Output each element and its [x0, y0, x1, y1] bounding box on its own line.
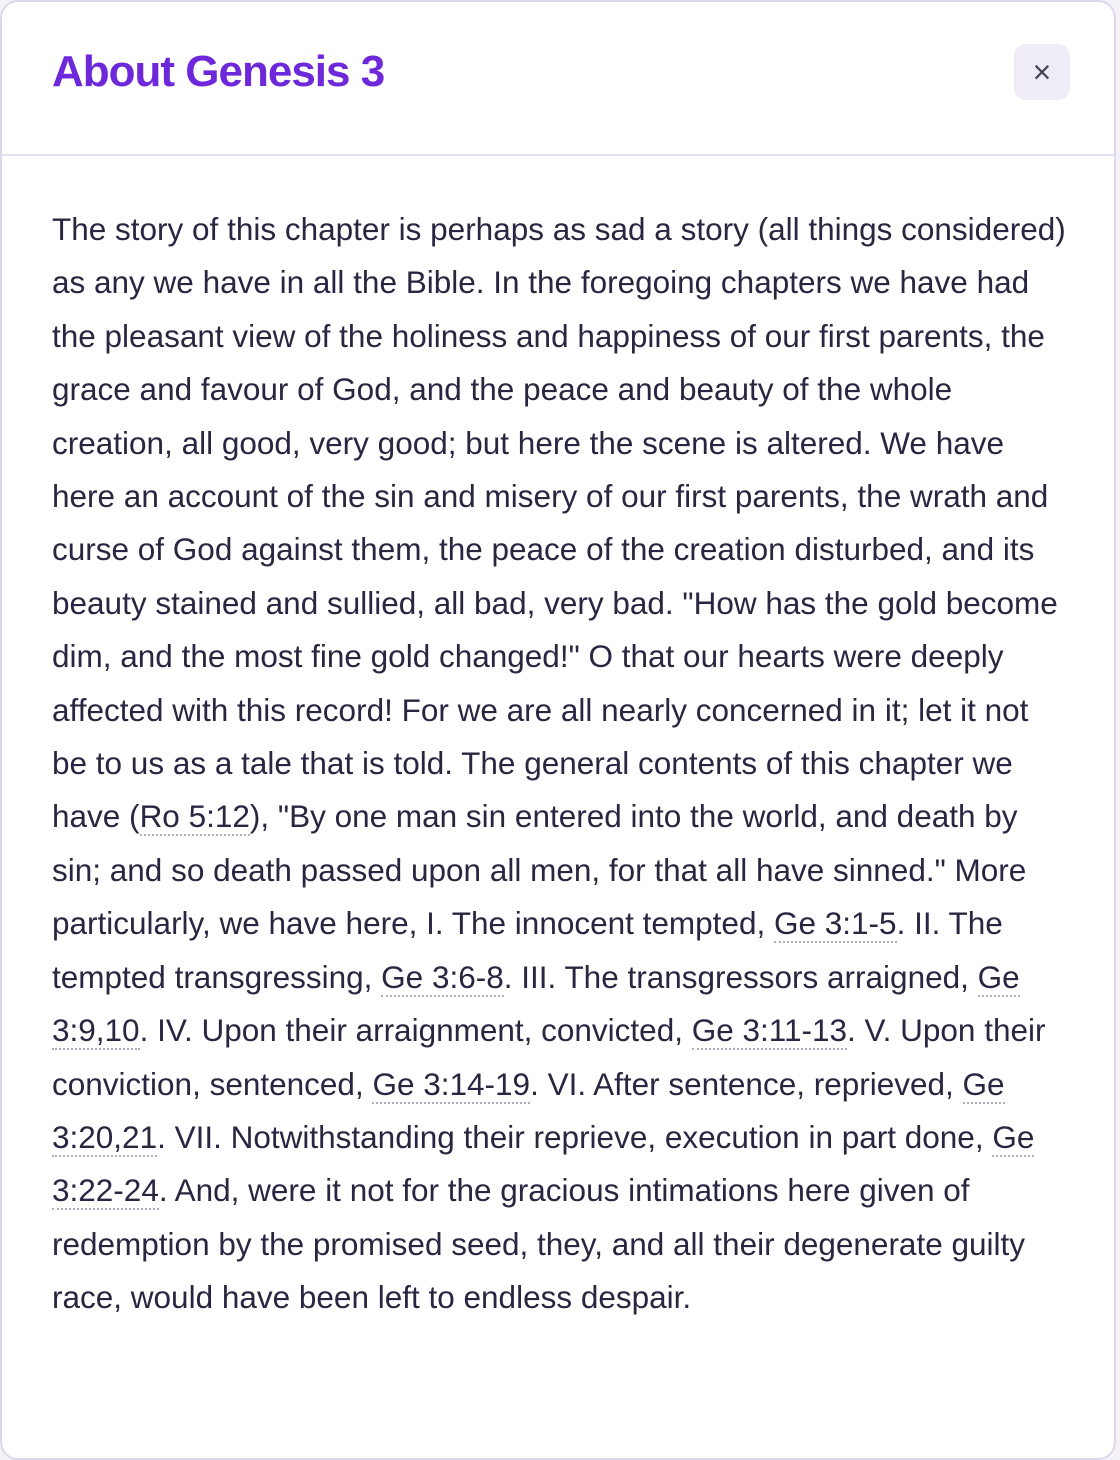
summary-text: . VI. After sentence, reprieved, [530, 1065, 963, 1102]
summary-text: . V. Upon their conviction, sentenced, [52, 1012, 1046, 1102]
scripture-reference-link[interactable]: Ge 3:9,10 [52, 958, 1020, 1049]
dialog-title: About Genesis 3 [52, 47, 385, 96]
dialog-body [2, 156, 1114, 1325]
close-icon: × [1032, 54, 1052, 90]
dialog-header [2, 2, 1114, 156]
scripture-reference-link[interactable]: Ge 3:14-19 [372, 1065, 531, 1102]
scripture-reference-link[interactable]: Ge 3:6-8 [381, 958, 504, 995]
scripture-reference-link[interactable]: Ge 3:1-5 [773, 905, 897, 942]
chapter-summary [52, 203, 1070, 1325]
summary-text: The story of this chapter is perhaps as sad a story (all things considered) as any we have in all the Bible. In the foregoing chapters we have had the pleasant view of the holiness and happiness of our first parents, the grace and favour of God, and the peace and beauty of the whole creation, all good, very good; but here the scene is altered. We have here an account of the sin and misery of our first parents, the wrath and curse of God against them, the peace of the creation disturbed, and its beauty stained and sullied, all bad, very bad. "How has the gold become dim, and the most fine gold changed!" O that our hearts were deeply affected with this record! For we are all nearly concerned in it; let it not be to us as a tale that is told. The general contents of this chapter we have ( [52, 211, 1066, 835]
summary-text: . IV. Upon their arraignment, convicted, [139, 1012, 692, 1049]
scripture-reference-link[interactable]: Ge 3:20,21 [52, 1065, 1005, 1155]
summary-text: . And, were it not for the gracious intimations here given of redemption by the promised seed, they, and all their degenerate guilty race, would have been left to endless despair. [52, 1172, 1026, 1316]
scripture-reference-link[interactable]: Ro 5:12 [139, 798, 250, 835]
summary-text: . VII. Notwithstanding their reprieve, execution in part done, [157, 1118, 993, 1155]
close-button[interactable] [1014, 44, 1070, 100]
scripture-reference-link[interactable]: Ge 3:11-13 [691, 1012, 848, 1049]
scripture-reference-link[interactable]: Ge 3:22-24 [52, 1118, 1035, 1209]
summary-text: . III. The transgressors arraigned, [503, 958, 978, 995]
summary-text: ), "By one man sin entered into the world, and death by sin; and so death passed upon all men, for that all have sinned." More particularly, we have here, I. The innocent tempted, [52, 798, 1027, 942]
summary-text: . II. The tempted transgressing, [52, 905, 1003, 995]
